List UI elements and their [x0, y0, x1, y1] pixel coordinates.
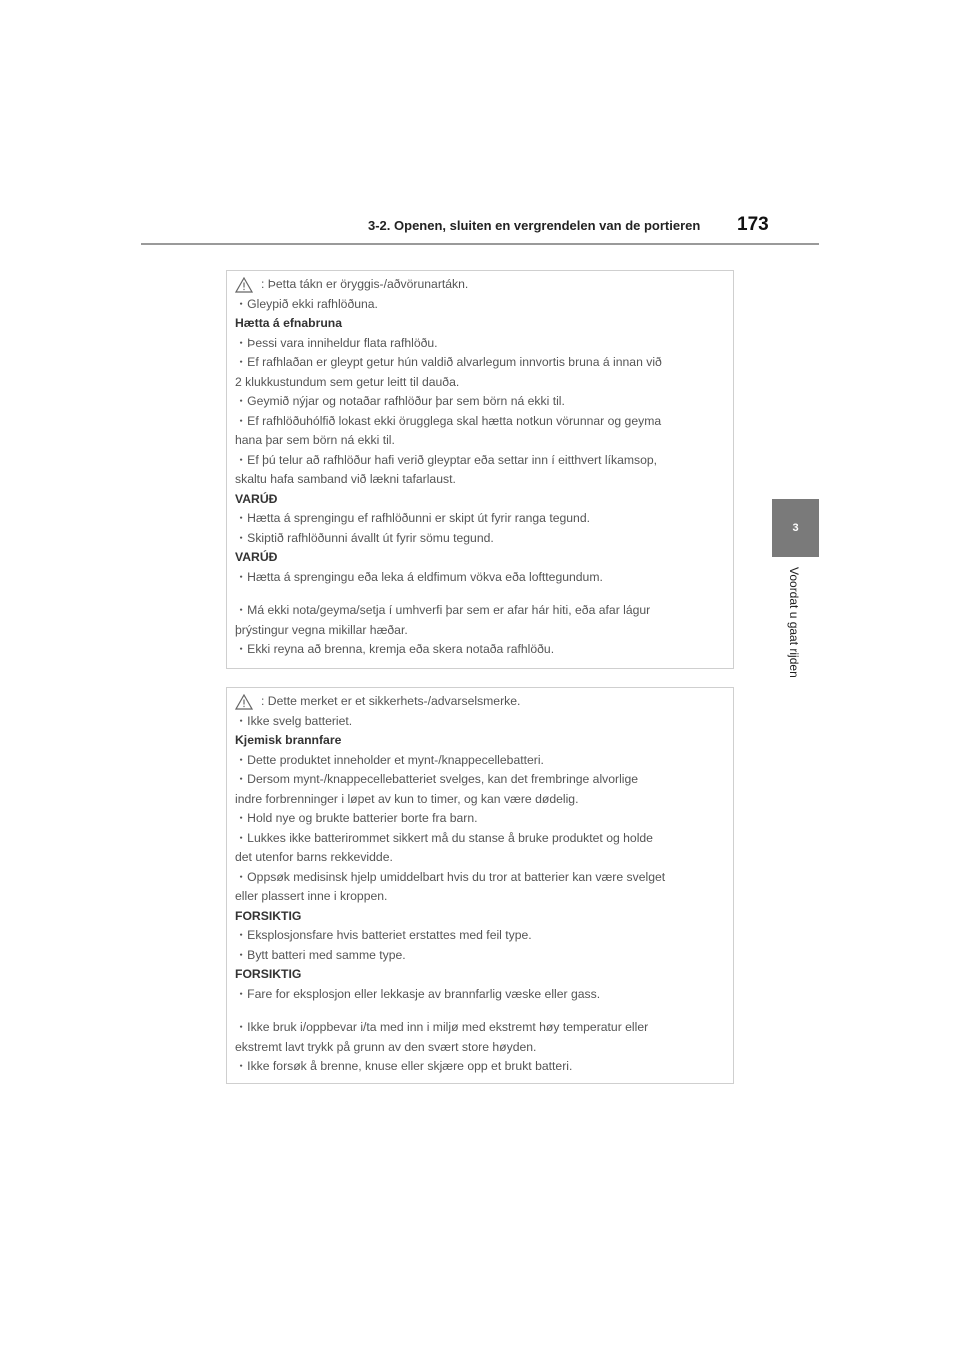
warning-heading: FORSIKTIG — [235, 908, 302, 923]
warning-heading: Hætta á efnabruna — [235, 316, 342, 330]
warning-line: eller plassert inne i kroppen. — [235, 889, 388, 903]
warning-line: ekstremt lavt trykk på grunn av den svært store høyden. — [235, 1039, 537, 1054]
warning-line: ・Má ekki nota/geyma/setja í umhverfi þar sem er afar hár hiti, eða afar lágur — [235, 603, 651, 617]
warning-line: ・Ikke svelg batteriet. — [235, 713, 353, 728]
warning-line: ・Oppsøk medisinsk hjelp umiddelbart hvis du tror at batterier kan være svelget — [235, 869, 666, 884]
warning-intro-text: : Þetta tákn er öryggis-/aðvörunartákn. — [261, 277, 469, 291]
icelandic-warning-box — [226, 270, 734, 669]
warning-heading: VARÚÐ — [235, 491, 278, 506]
warning-line: ・Bytt batteri med samme type. — [235, 947, 406, 962]
warning-line: ・Geymið nýjar og notaðar rafhlöður þar sem börn ná ekki til. — [235, 394, 565, 408]
warning-line: ・Ef þú telur að rafhlöður hafi verið gleyptar eða settar inn í eitthvert líkamsop, — [235, 452, 658, 467]
warning-line: ・Skiptið rafhlöðunni ávallt út fyrir sömu tegund. — [235, 530, 494, 545]
chapter-tab — [772, 499, 819, 557]
section-title: 3-2. Openen, sluiten en vergrendelen van de portieren — [368, 218, 701, 233]
warning-line: indre forbrenninger i løpet av kun to timer, og kan være dødelig. — [235, 791, 579, 806]
warning-line: hana þar sem börn ná ekki til. — [235, 433, 395, 447]
warning-line: þrýstingur vegna mikillar hæðar. — [235, 622, 408, 637]
header-rule — [141, 243, 819, 245]
warning-intro — [235, 692, 727, 712]
warning-line: skaltu hafa samband við lækni tafarlaust. — [235, 472, 456, 486]
warning-heading: VARÚÐ — [235, 550, 278, 564]
warning-line: ・Hætta á sprengingu eða leka á eldfimum vökva eða lofttegundum. — [235, 569, 603, 584]
warning-line: ・Fare for eksplosjon eller lekkasje av brannfarlig væske eller gass. — [235, 986, 601, 1001]
warning-line: ・Ef rafhlaðan er gleypt getur hún valdið alvarlegum innvortis bruna á innan við — [235, 355, 662, 369]
warning-line: 2 klukkustundum sem getur leitt til dauða. — [235, 374, 460, 389]
warning-intro-text: : Dette merket er et sikkerhets-/advarselsmerke. — [261, 694, 521, 708]
warning-line: ・Lukkes ikke batterirommet sikkert må du stanse å bruke produktet og holde — [235, 830, 653, 845]
page-number: 173 — [737, 214, 769, 235]
warning-line: ・Dersom mynt-/knappecellebatteriet svelges, kan det frembringe alvorlige — [235, 772, 639, 786]
warning-line: ・Ikke bruk i/oppbevar i/ta med inn i miljø med ekstremt høy temperatur eller — [235, 1020, 649, 1034]
warning-line: ・Dette produktet inneholder et mynt-/knappecellebatteri. — [235, 752, 544, 767]
warning-triangle-icon — [235, 694, 253, 710]
warning-line: ・Eksplosjonsfare hvis batteriet erstattes med feil type. — [235, 928, 532, 942]
warning-line: det utenfor barns rekkevidde. — [235, 850, 393, 864]
warning-line: ・Hold nye og brukte batterier borte fra barn. — [235, 811, 478, 825]
norwegian-warning-box — [226, 687, 734, 1084]
warning-line: ・Hætta á sprengingu ef rafhlöðunni er skipt út fyrir ranga tegund. — [235, 511, 590, 525]
warning-intro — [235, 275, 727, 295]
chapter-label: Voordat u gaat rijden — [787, 567, 801, 678]
warning-line: ・Ef rafhlöðuhólfið lokast ekki örugglega skal hætta notkun vörunnar og geyma — [235, 413, 662, 428]
warning-line: ・Þessi vara inniheldur flata rafhlöðu. — [235, 335, 438, 350]
warning-line: ・Ikke forsøk å brenne, knuse eller skjære opp et brukt batteri. — [235, 1059, 573, 1073]
warning-line: ・Ekki reyna að brenna, kremja eða skera notaða rafhlöðu. — [235, 642, 555, 656]
warning-heading: FORSIKTIG — [235, 967, 302, 981]
chapter-number: 3 — [792, 522, 799, 534]
warning-heading: Kjemisk brannfare — [235, 733, 342, 747]
warning-line: ・Gleypið ekki rafhlöðuna. — [235, 296, 378, 311]
warning-triangle-icon — [235, 277, 253, 293]
